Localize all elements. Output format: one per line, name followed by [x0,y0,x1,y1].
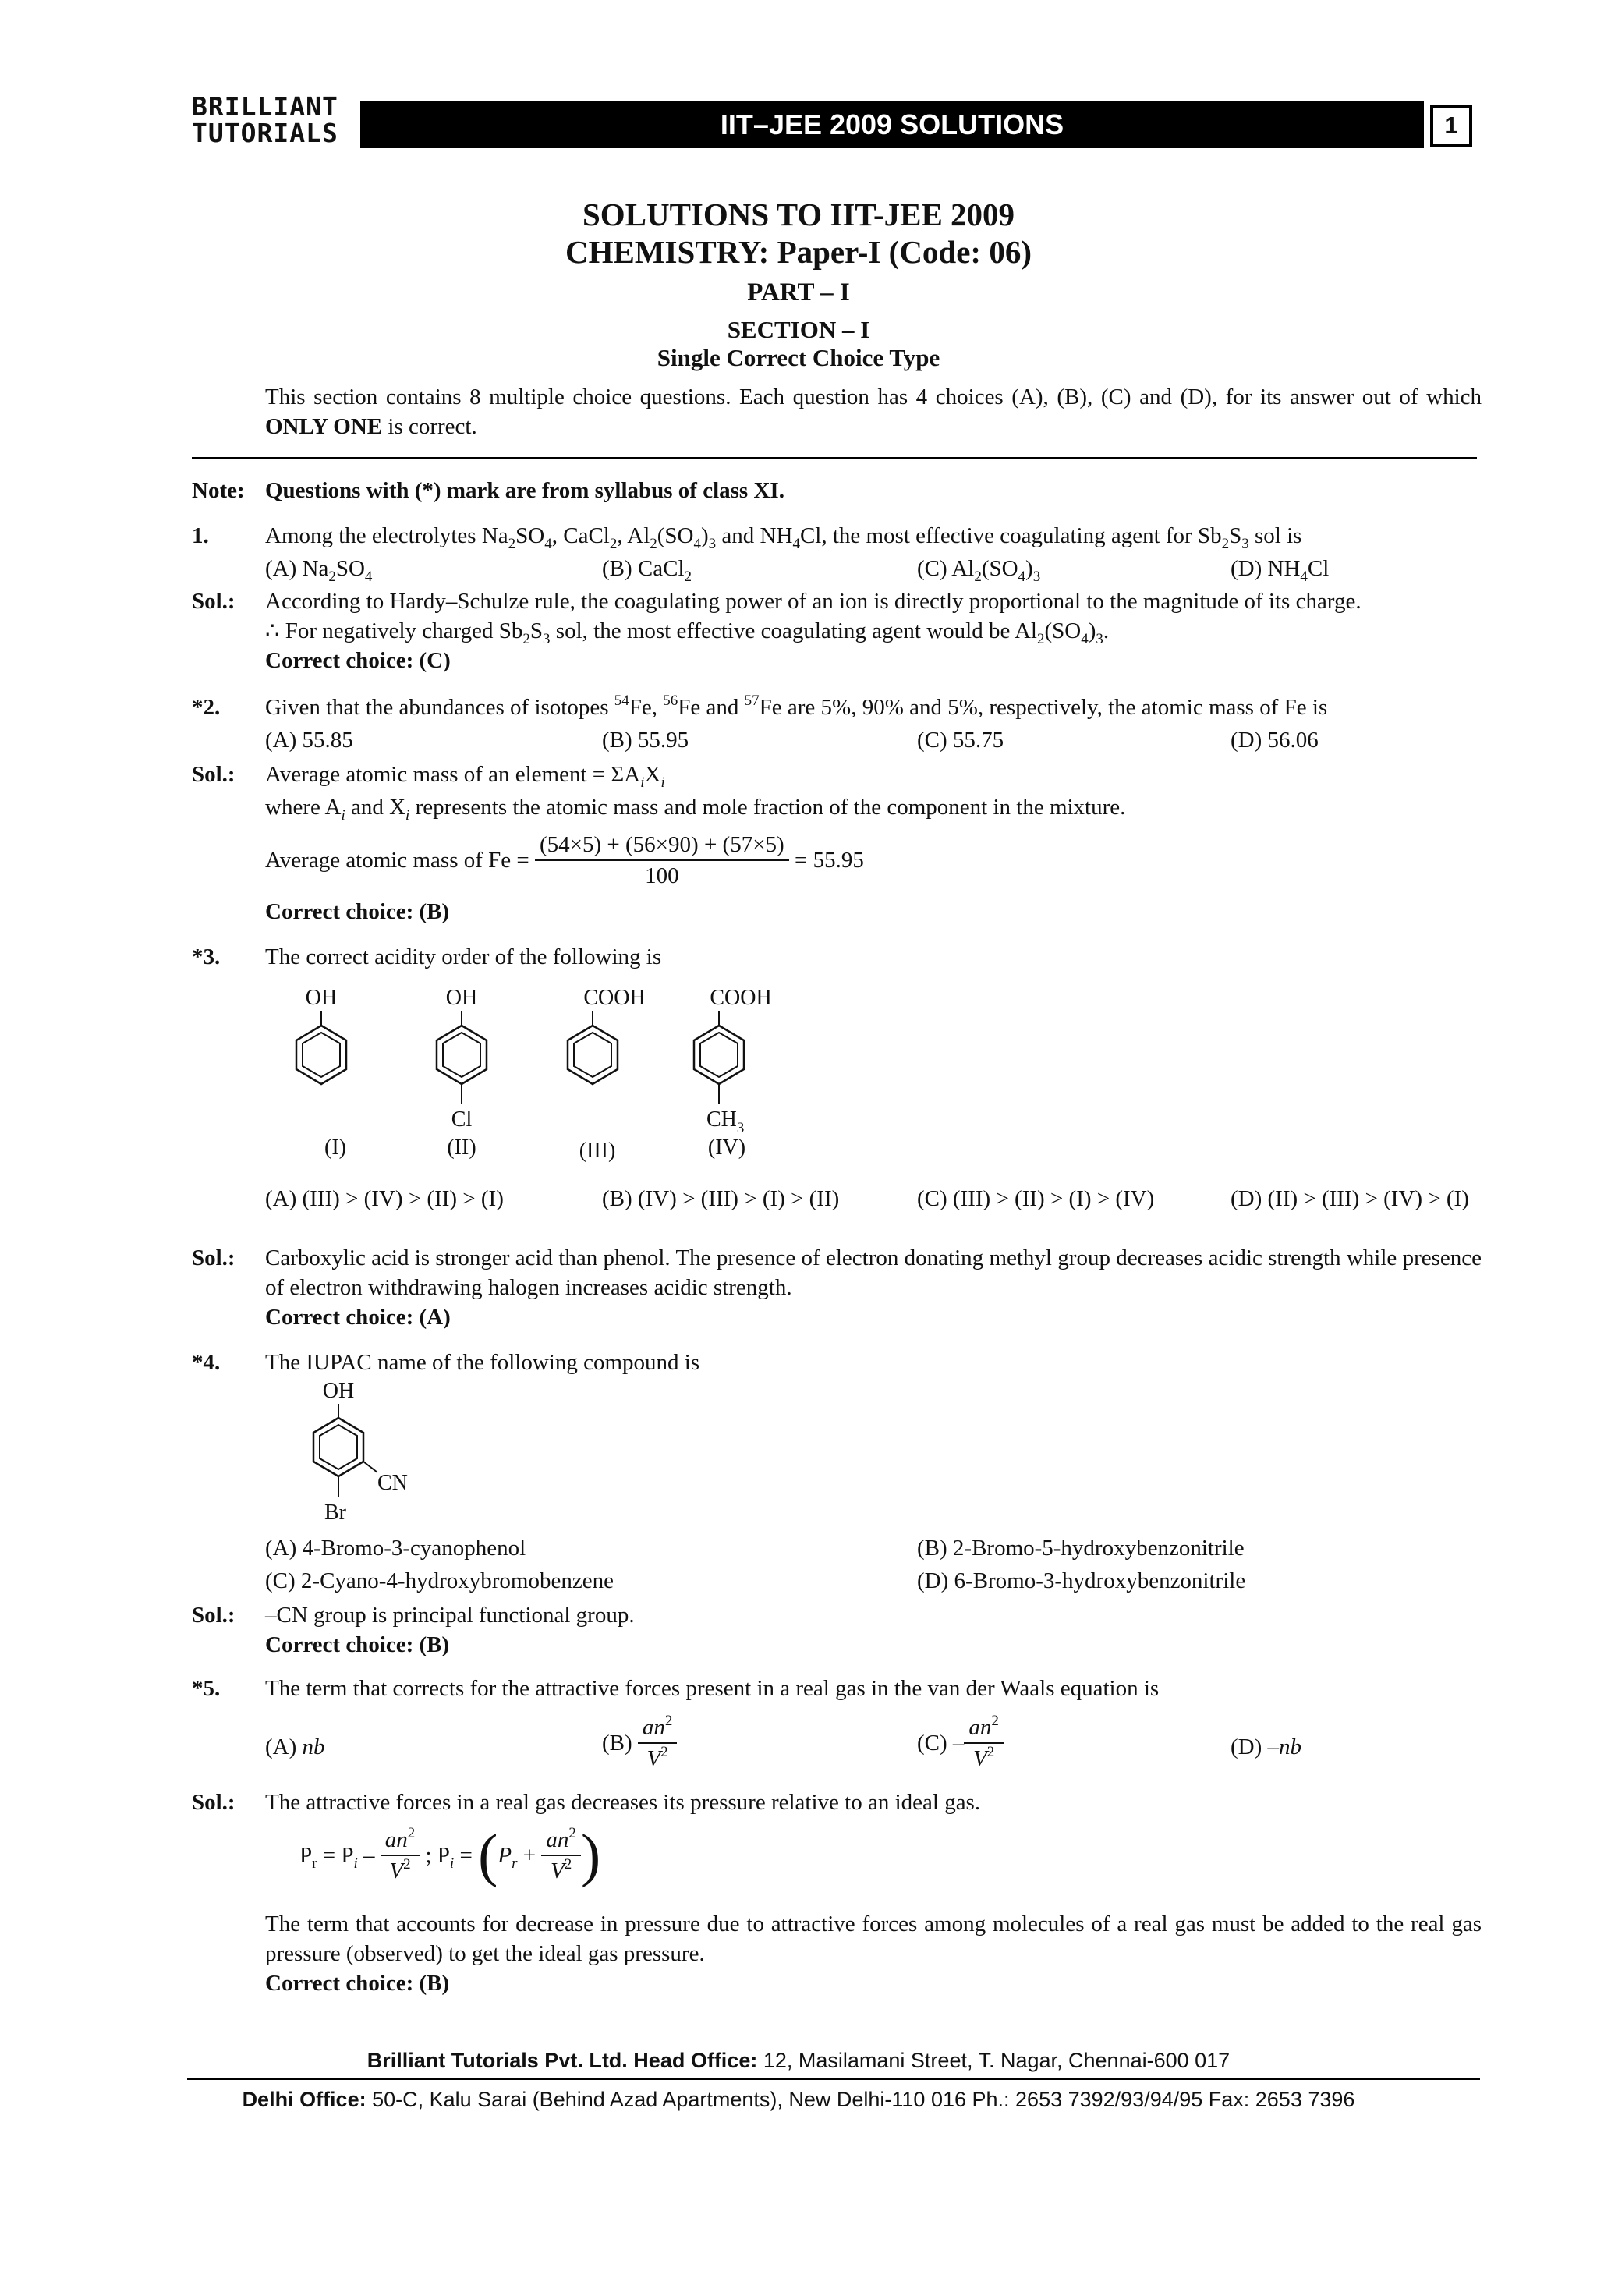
struct-4-bottom: $CH_3$ [706,1107,745,1136]
q3-option-d: (D) (II) > (III) > (IV) > (I) [1231,1186,1469,1211]
brand-logo [192,91,356,151]
q3-structures [265,975,827,1170]
header-title: IIT–JEE 2009 SOLUTIONS [720,108,1064,140]
q4-number: *4. [192,1350,221,1375]
q2-sol-label: Sol.: [192,762,235,787]
q5-answer: Correct choice: (B) [265,1971,450,1996]
q4-text: The IUPAC name of the following compound is [265,1350,700,1375]
q1-option-a: (A) $Na_2SO_4$ [265,556,373,585]
q3-option-c: (C) (III) > (II) > (I) > (IV) [917,1186,1155,1211]
q2-fraction: $\frac{(54\times 5) + (56\times 90) + (57\times 5)}{100}$ [535,830,789,891]
q5-sol-label: Sol.: [192,1790,235,1815]
q2-solution-line-1: Average atomic mass of an element = $\Sigma A_iX_i$ [265,762,665,791]
q2-answer: Correct choice: (B) [265,899,450,924]
q2-option-a: (A) 55.85 [265,728,353,753]
q3-solution: Carboxylic acid is stronger acid than phenol. The presence of electron donating methyl group decreases acidic strength while presence of electron withdrawing halogen increases acidic strength. [265,1245,1482,1300]
q5-option-c: (C) – $\frac{an^2}{V^2}$ [917,1713,1004,1773]
q4-option-c: (C) 2-Cyano-4-hydroxybromobenzene [265,1568,614,1593]
q1-number: 1. [192,523,209,548]
q3-number: *3. [192,944,221,969]
q3-option-b: (B) (IV) > (III) > (I) > (II) [602,1186,840,1211]
struct-1-label: (I) [324,1136,346,1160]
structure-benzoic-acid [568,986,646,1163]
q1-sol-label: Sol.: [192,589,235,614]
q4-option-a: (A) 4-Bromo-3-cyanophenol [265,1536,526,1561]
q3-answer: Correct choice: (A) [265,1305,451,1330]
q2-option-b: (B) 55.95 [602,728,689,753]
q5-solution-line-1: The attractive forces in a real gas decreases its pressure relative to an ideal gas. [265,1790,981,1815]
q1-answer: Correct choice: (C) [265,648,451,673]
q4-option-d: (D) 6-Bromo-3-hydroxybenzonitrile [917,1568,1246,1593]
footer-line-2: Delhi Office: 50-C, Kalu Sarai (Behind Azad Apartments), New Delhi-110 016 Ph.: 2653 7392/93/94/95 Fax: 2653 7396 [242,2088,1355,2111]
q4-struct-br: Br [324,1501,346,1525]
q1-option-c: (C) $Al_2(SO_4)_3$ [917,556,1041,585]
section-heading: SECTION – I [727,316,870,343]
struct-2-top: OH [445,986,478,1010]
doc-title-line-1: SOLUTIONS TO IIT-JEE 2009 [582,197,1015,232]
q2-solution-line-2: where $A_i$ and $X_i$ represents the atomic mass and mole fraction of the component in the mixture. [265,795,1126,824]
logo-line-1: BRILLIANT [192,91,338,122]
struct-4-top: COOH [710,986,772,1010]
struct-1-top: OH [305,986,338,1010]
footer-divider [187,2078,1480,2080]
note-label: Note: [192,478,245,503]
q1-solution-line-2: ∴ For negatively charged $Sb_2S_3$ sol, the most effective coagulating agent would be $Al_2(SO_4)_3$. [265,618,1110,647]
q3-text: The correct acidity order of the following is [265,944,662,969]
struct-2-bottom: Cl [451,1107,473,1132]
logo-line-2: TUTORIALS [192,118,338,148]
q5-equation: $P_r = P_i$ – $\frac{an^2}{V^2}$ ; $P_i = (P_r$ + $\frac{an^2}{V^2}$ ) [299,1823,601,1888]
q5-option-a: (A) nb [265,1734,325,1759]
header-bar [360,101,1424,148]
intro-divider [192,457,1477,459]
section-type: Single Correct Choice Type [657,344,940,371]
structure-phenol [296,986,346,1160]
footer-line-1: Brilliant Tutorials Pvt. Ltd. Head Office: 12, Masilamani Street, T. Nagar, Chennai-600 017 [366,2049,1231,2072]
q4-answer: Correct choice: (B) [265,1632,450,1657]
q1-option-b: (B) CaCl$_2$ [602,556,692,585]
struct-3-top: COOH [583,986,646,1010]
q4-sol-label: Sol.: [192,1603,235,1628]
q5-option-b: (B) $\frac{an^2}{V^2}$ [602,1713,677,1773]
structure-toluic-acid [694,986,772,1160]
q3-sol-label: Sol.: [192,1245,235,1270]
struct-4-label: (IV) [707,1136,746,1160]
q4-struct-oh: OH [322,1379,355,1403]
q5-option-d: (D) –nb [1231,1734,1302,1759]
q5-text: The term that corrects for the attractive forces present in a real gas in the van der Waals equation is [265,1676,1160,1701]
q4-solution: –CN group is principal functional group. [265,1603,635,1628]
page-number: 1 [1430,105,1472,147]
part-heading: PART – I [747,278,850,306]
q5-solution-line-2: The term that accounts for decrease in pressure due to attractive forces among molecules of a real gas must be added to the real gas pressure (observed) to get the ideal gas pressure. [265,1912,1482,1966]
q5-number: *5. [192,1676,221,1701]
q1-solution-line-1: According to Hardy–Schulze rule, the coagulating power of an ion is directly proportional to the magnitude of its charge. [265,589,1362,614]
q1-option-d: (D) $NH_4Cl$ [1231,556,1330,585]
q4-struct-cn: CN [377,1471,408,1495]
q2-text: Given that the abundances of isotopes $^{54}$Fe, $^{56}$Fe and $^{57}$Fe are 5%, 90% and 5%, respectively, the atomic mass of Fe is [265,693,1328,720]
q3-option-a: (A) (III) > (IV) > (II) > (I) [265,1186,504,1211]
structure-chlorophenol [437,986,487,1160]
q2-equation: Average atomic mass of Fe = $\frac{(54\times 5) + (56\times 90) + (57\times 5)}{100}$ = 55.95 [265,830,864,892]
doc-title-line-2: CHEMISTRY: Paper-I (Code: 06) [565,234,1032,270]
q4-structure [281,1373,437,1529]
section-intro: This section contains 8 multiple choice questions. Each question has 4 choices (A), (B), (C) and (D), for its answer out of which ONLY ONE is correct. [265,384,1482,439]
struct-3-label: (III) [579,1139,616,1163]
q2-option-d: (D) 56.06 [1231,728,1319,753]
q1-text: Among the electrolytes $Na_2SO_4$, CaCl$_2$, $Al_2(SO_4)_3$ and $NH_4Cl$, the most effective coagulating agent for $Sb_2S_3$ sol is [265,523,1302,552]
q4-option-b: (B) 2-Bromo-5-hydroxybenzonitrile [917,1536,1245,1561]
q2-number: *2. [192,695,221,720]
q2-option-c: (C) 55.75 [917,728,1004,753]
note-text: Questions with (*) mark are from syllabus of class XI. [265,478,784,503]
struct-2-label: (II) [447,1136,476,1160]
